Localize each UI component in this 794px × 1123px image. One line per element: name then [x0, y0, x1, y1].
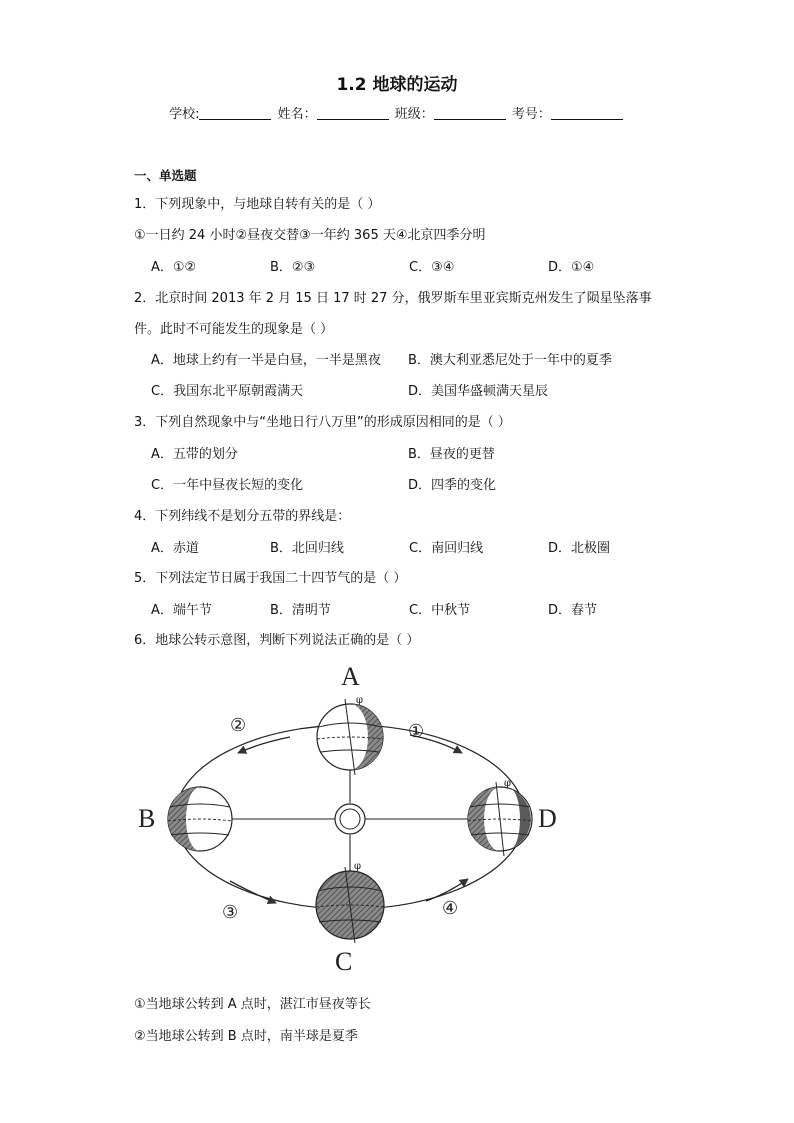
q5-option-d[interactable]: D．春节	[548, 603, 598, 618]
sun-icon	[335, 804, 365, 834]
q5-option-c[interactable]: C．中秋节	[409, 603, 471, 618]
orbit-arrow-2	[238, 737, 290, 753]
q6-statement-2: ②当地球公转到 B 点时，南半球是夏季	[134, 1029, 358, 1044]
q1-items: ①一日约 24 小时②昼夜交替③一年约 365 天④北京四季分明	[134, 228, 486, 243]
label-c: C	[335, 947, 353, 976]
label-n1: ①	[408, 721, 425, 742]
q5-option-a[interactable]: A．端午节	[151, 603, 212, 618]
q3-stem: 3．下列自然现象中与“坐地日行八万里”的形成原因相同的是（ ）	[134, 415, 511, 430]
class-blank[interactable]	[434, 107, 506, 120]
label-b: B	[138, 804, 156, 833]
q3-option-d[interactable]: D．四季的变化	[408, 478, 497, 493]
earth-d-icon	[468, 778, 532, 856]
label-n2: ②	[230, 715, 247, 736]
school-label: 学校:	[169, 107, 200, 122]
q1-option-c[interactable]: C．③④	[409, 260, 455, 275]
label-d: D	[538, 804, 557, 833]
q1-option-d[interactable]: D．①④	[548, 260, 595, 275]
q4-stem: 4．下列纬线不是划分五带的界线是：	[134, 509, 351, 524]
svg-text:φ: φ	[356, 695, 364, 706]
student-info-line	[0, 103, 794, 122]
q6-stem: 6．地球公转示意图，判断下列说法正确的是（ ）	[134, 633, 420, 648]
svg-text:φ: φ	[354, 861, 362, 872]
q2-option-a[interactable]: A．地球上约有一半是白昼，一半是黑夜	[151, 353, 381, 368]
label-n3: ③	[222, 902, 239, 923]
q3-option-b[interactable]: B．昼夜的更替	[408, 447, 495, 462]
earth-a-icon	[317, 695, 383, 775]
q6-statement-1: ①当地球公转到 A 点时，湛江市昼夜等长	[134, 997, 371, 1012]
orbit-arrow-3	[230, 881, 276, 903]
q2-stem-line2: 件。此时不可能发生的现象是（ ）	[134, 322, 334, 337]
q4-option-c[interactable]: C．南回归线	[409, 541, 484, 556]
q1-option-a[interactable]: A．①②	[151, 260, 197, 275]
page-title: 1.2 地球的运动	[336, 75, 458, 95]
number-blank[interactable]	[551, 107, 623, 120]
section-heading: 一、单选题	[134, 168, 197, 183]
q1-option-b[interactable]: B．②③	[270, 260, 316, 275]
earth-c-icon	[316, 861, 384, 943]
class-label: 班级：	[394, 107, 434, 122]
label-a: A	[341, 662, 360, 691]
school-blank[interactable]	[199, 107, 271, 120]
q5-option-b[interactable]: B．清明节	[270, 603, 331, 618]
q4-option-a[interactable]: A．赤道	[151, 541, 199, 556]
q3-option-a[interactable]: A．五带的划分	[151, 447, 238, 462]
q3-option-c[interactable]: C．一年中昼夜长短的变化	[151, 478, 304, 493]
q2-option-d[interactable]: D．美国华盛顿满天星辰	[408, 384, 549, 399]
q4-option-b[interactable]: B．北回归线	[270, 541, 344, 556]
label-n4: ④	[442, 898, 459, 919]
q2-stem-line1: 2．北京时间 2013 年 2 月 15 日 17 时 27 分，俄罗斯车里亚宾斯克州发生了陨星坠落事	[134, 291, 652, 306]
name-blank[interactable]	[317, 107, 389, 120]
name-label: 姓名：	[277, 107, 317, 122]
number-label: 考号：	[511, 107, 551, 122]
svg-text:φ: φ	[504, 778, 512, 789]
q1-stem: 1．下列现象中，与地球自转有关的是（ ）	[134, 197, 381, 212]
q4-option-d[interactable]: D．北极圈	[548, 541, 611, 556]
q2-option-b[interactable]: B．澳大利亚悉尼处于一年中的夏季	[408, 353, 612, 368]
earth-b-icon	[168, 787, 232, 851]
orbit-diagram	[130, 655, 590, 985]
q2-option-c[interactable]: C．我国东北平原朝霞满天	[151, 384, 304, 399]
q5-stem: 5．下列法定节日属于我国二十四节气的是（ ）	[134, 571, 407, 586]
